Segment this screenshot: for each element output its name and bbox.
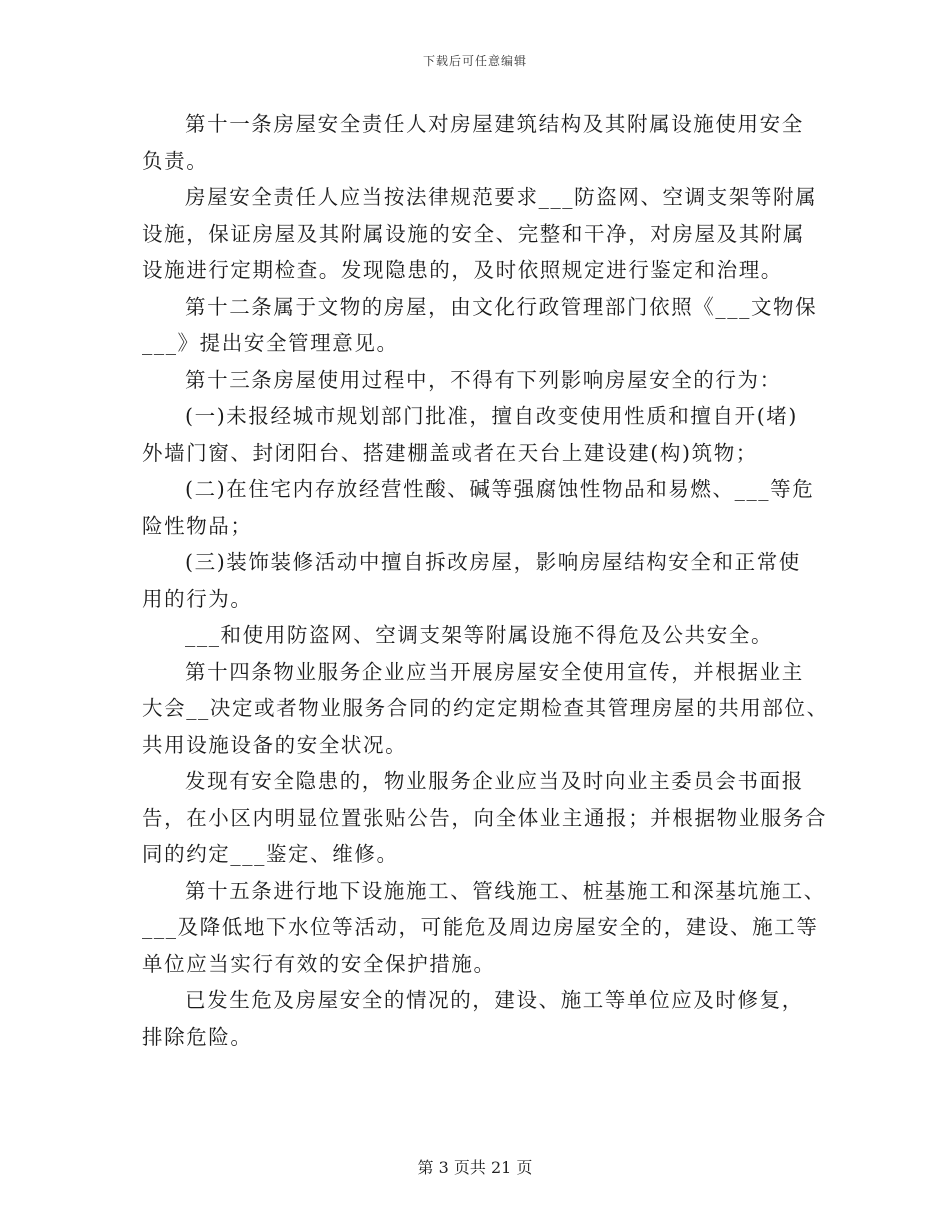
text-line: 外墙门窗、封闭阳台、搭建棚盖或者在天台上建设建(构)筑物；: [142, 440, 758, 465]
text-line: 设施，保证房屋及其附属设施的安全、完整和干净，对房屋及其附属: [142, 221, 805, 246]
text-line: 共用设施设备的安全状况。: [142, 732, 408, 757]
text-line: 第十一条房屋安全责任人对房屋建筑结构及其附属设施使用安全: [185, 112, 804, 136]
text-line: 设施进行定期检查。发现隐患的，及时依照规定进行鉴定和治理。: [142, 258, 783, 282]
text-line: 同的约定___鉴定、维修。: [142, 842, 399, 866]
text-line: (三)装饰装修活动中擅自拆改房屋，影响房屋结构安全和正常使: [185, 550, 801, 574]
text-line: 用的行为。: [142, 586, 253, 611]
text-line: 排除危险。: [142, 1024, 253, 1049]
text-line: 大会__决定或者物业服务合同的约定定期检查其管理房屋的共用部位、: [142, 696, 829, 720]
text-line: 第十四条物业服务企业应当开展房屋安全使用宣传，并根据业主: [185, 659, 804, 684]
text-line: 发现有安全隐患的，物业服务企业应当及时向业主委员会书面报: [185, 769, 804, 793]
text-line: 第十五条进行地下设施施工、管线施工、桩基施工和深基坑施工、: [185, 878, 826, 903]
page-header: 下载后可任意编辑: [422, 54, 527, 68]
text-line: 第十三条房屋使用过程中，不得有下列影响房屋安全的行为：: [185, 367, 782, 392]
text-line: 负责。: [142, 148, 209, 173]
text-line: 单位应当实行有效的安全保护措施。: [142, 951, 496, 976]
text-line: 房屋安全责任人应当按法律规范要求___防盗网、空调支架等附属: [185, 185, 818, 209]
text-line: 告，在小区内明显位置张贴公告，向全体业主通报；并根据物业服务合: [142, 805, 828, 830]
text-line: 第十二条属于文物的房屋，由文化行政管理部门依照《___文物保: [185, 294, 818, 319]
page-footer: 第 3 页共 21 页: [417, 1158, 533, 1177]
document-body: [142, 106, 829, 1055]
text-line: (二)在住宅内存放经营性酸、碱等强腐蚀性物品和易燃、___等危: [185, 477, 815, 501]
text-line: ___》提出安全管理意见。: [142, 331, 399, 355]
text-line: (一)未报经城市规划部门批准，擅自改变使用性质和擅自开(堵): [185, 404, 798, 428]
text-line: 已发生危及房屋安全的情况的，建设、施工等单位应及时修复，: [185, 988, 804, 1012]
text-line: 险性物品；: [142, 513, 253, 538]
text-line: ___和使用防盗网、空调支架等附属设施不得危及公共安全。: [185, 623, 774, 647]
text-line: ___及降低地下水位等活动，可能危及周边房屋安全的，建设、施工等: [142, 915, 819, 939]
